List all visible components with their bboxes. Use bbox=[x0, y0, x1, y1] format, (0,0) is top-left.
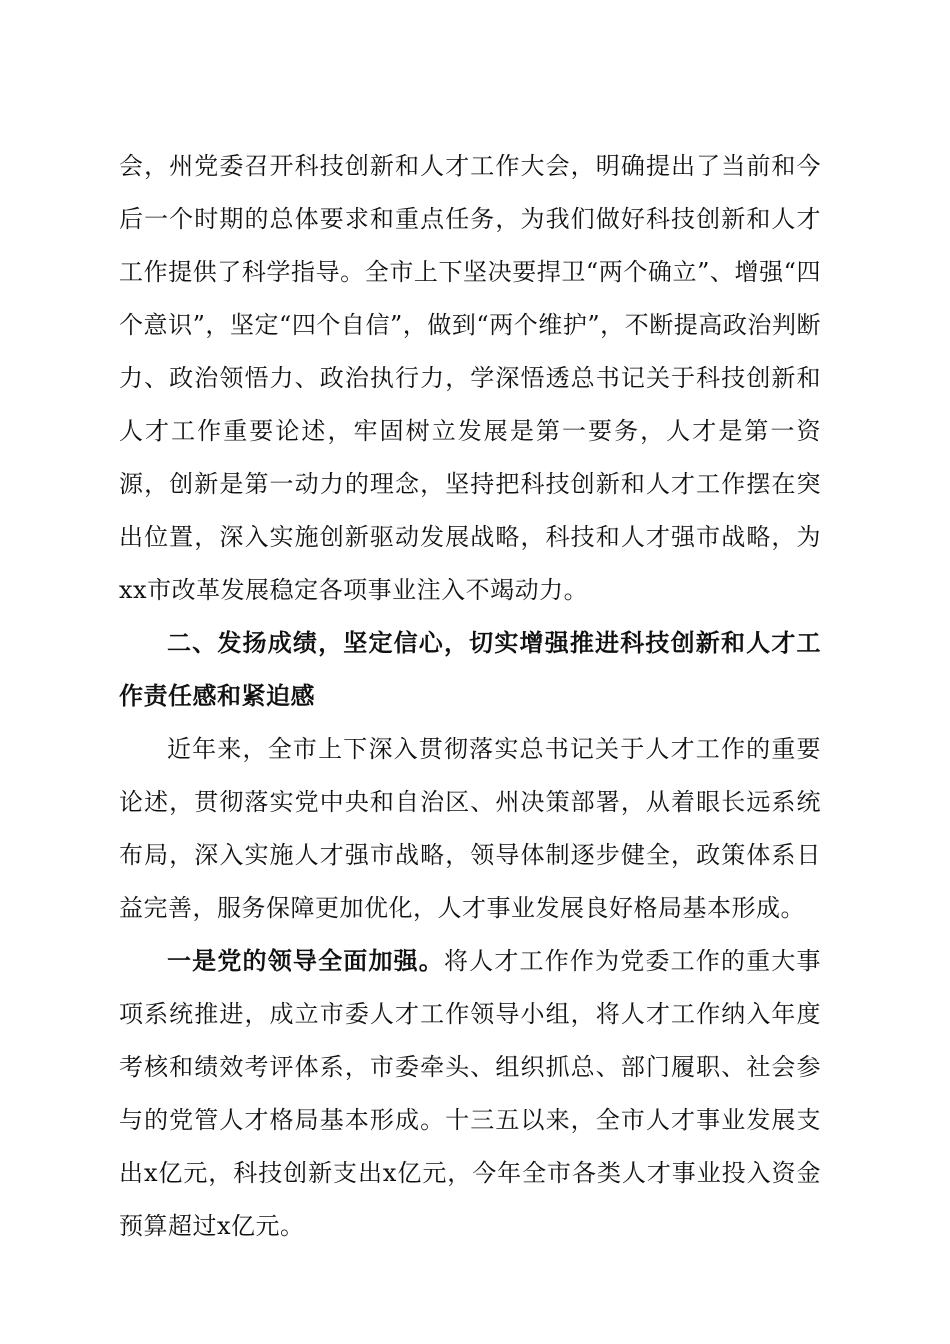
paragraph-continuation: 会，州党委召开科技创新和人才工作大会，明确提出了当前和今后一个时期的总体要求和重点任务，为我们做好科技创新和人才工作提供了科学指导。全市上下坚决要捍卫“两个确立”、增强“四个意识”，坚定“四个自信”，做到“两个维护”，不断提高政治判断力、政治领悟力、政治执行力，学深悟透总书记关于科技创新和人才工作重要论述，牢固树立发展是第一要务，人才是第一资源，创新是第一动力的理念，坚持把科技创新和人才工作摆在突出位置，深入实施创新驱动发展战略，科技和人才强市战略，为xx市改革发展稳定各项事业注入不竭动力。 bbox=[119, 152, 821, 604]
paragraph-body-text: 将人才工作作为党委工作的重大事项系统推进，成立市委人才工作领导小组，将人才工作纳入年度考核和绩效考评体系，市委牵头、组织抓总、部门履职、社会参与的党管人才格局基本形成。十三五以来，全市人才事业发展支出x亿元，科技创新支出x亿元，今年全市各类人才事业投入资金预算超过x亿元。 bbox=[119, 947, 822, 1240]
paragraph-party-leadership bbox=[119, 935, 821, 1253]
paragraph-recent-years: 近年来，全市上下深入贯彻落实总书记关于人才工作的重要论述，贯彻落实党中央和自治区、州决策部署，从着眼长远系统布局，深入实施人才强市战略，领导体制逐步健全，政策体系日益完善，服务保障更加优化，人才事业发展良好格局基本形成。 bbox=[119, 735, 821, 922]
paragraph-lead-phrase: 一是党的领导全面加强。 bbox=[167, 947, 444, 975]
document-body bbox=[119, 140, 821, 1253]
section-heading: 二、发扬成绩，坚定信心，切实增强推进科技创新和人才工作责任感和紧迫感 bbox=[119, 629, 821, 710]
